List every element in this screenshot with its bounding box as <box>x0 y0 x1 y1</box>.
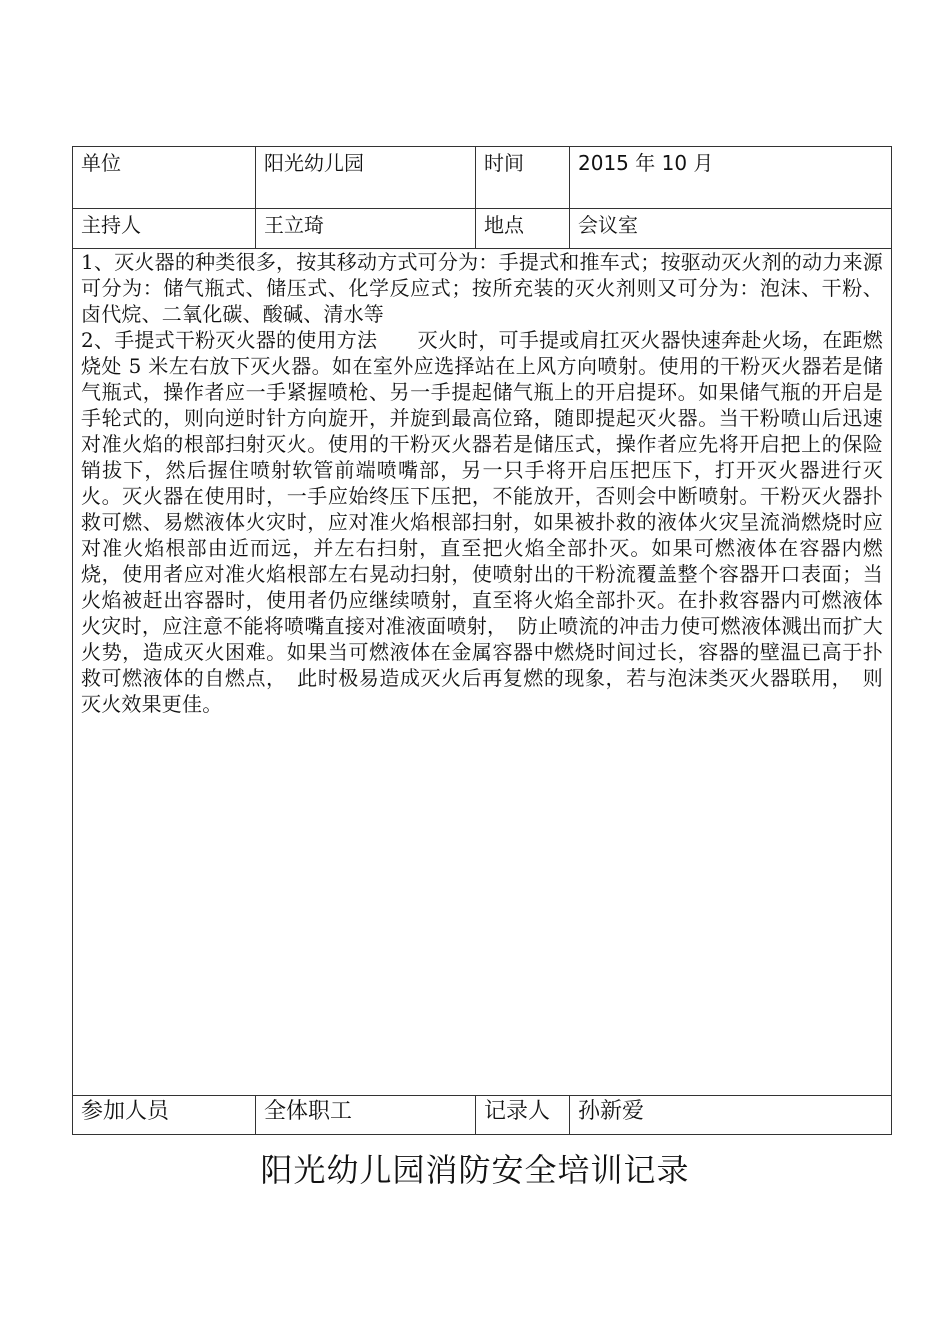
training-record-sheet <box>72 146 892 1135</box>
content-paragraph-1: 1、灭火器的种类很多，按其移动方式可分为：手提式和推车式；按驱动灭火剂的动力来源可分为：储气瓶式、储压式、化学反应式；按所充装的灭火剂则又可分为：泡沫、干粉、卤代烷、二氧化碳、酸碱、清水等 <box>81 250 883 326</box>
time-label: 时间 <box>476 147 570 209</box>
host-label: 主持人 <box>73 209 256 249</box>
host-row <box>73 209 892 249</box>
time-value: 2015 年 10 月 <box>570 147 892 209</box>
participants-value: 全体职工 <box>256 1096 476 1135</box>
place-value: 会议室 <box>570 209 892 249</box>
training-content <box>73 249 892 1096</box>
page-title: 阳光幼儿园消防安全培训记录 <box>260 1151 690 1189</box>
place-label: 地点 <box>476 209 570 249</box>
record-table <box>72 146 892 1135</box>
recorder-label: 记录人 <box>476 1096 570 1135</box>
unit-row <box>73 147 892 209</box>
unit-label: 单位 <box>73 147 256 209</box>
unit-value: 阳光幼儿园 <box>256 147 476 209</box>
content-row <box>73 249 892 1096</box>
recorder-value: 孙新爱 <box>570 1096 892 1135</box>
participants-label: 参加人员 <box>73 1096 256 1135</box>
participants-row <box>73 1096 892 1135</box>
content-paragraph-2: 2、手提式干粉灭火器的使用方法 灭火时，可手提或肩扛灭火器快速奔赴火场，在距燃烧处 5 米左右放下灭火器。如在室外应选择站在上风方向喷射。使用的干粉灭火器若是储气瓶式，操作者应一手紧握喷枪、另一手提起储气瓶上的开启提环。如果储气瓶的开启是手轮式的，则向逆时针方向旋开，并旋到最高位臵，随即提起灭火器。当干粉喷山后迅速对准火焰的根部扫射灭火。使用的干粉灭火器若是储压式，操作者应先将开启把上的保险销拔下，然后握住喷射软管前端喷嘴部，另一只手将开启压把压下，打开灭火器进行灭火。灭火器在使用时，一手应始终压下压把，不能放开，否则会中断喷射。干粉灭火器扑救可燃、易燃液体火灾时，应对准火焰根部扫射，如果被扑救的液体火灾呈流淌燃烧时应对准火焰根部由近而远，并左右扫射，直至把火焰全部扑灭。如果可燃液体在容器内燃烧，使用者应对准火焰根部左右晃动扫射，使喷射出的干粉流覆盖整个容器开口表面；当火焰被赶出容器时，使用者仍应继续喷射，直至将火焰全部扑灭。在扑救容器内可燃液体火灾时，应注意不能将喷嘴直接对准液面喷射， 防止喷流的冲击力使可燃液体溅出而扩大火势，造成灭火困难。如果当可燃液体在金属容器中燃烧时间过长，容器的壁温已高于扑救可燃液体的自燃点， 此时极易造成灭火后再复燃的现象，若与泡沫类灭火器联用， 则灭火效果更佳。 <box>81 328 883 716</box>
host-value: 王立琦 <box>256 209 476 249</box>
